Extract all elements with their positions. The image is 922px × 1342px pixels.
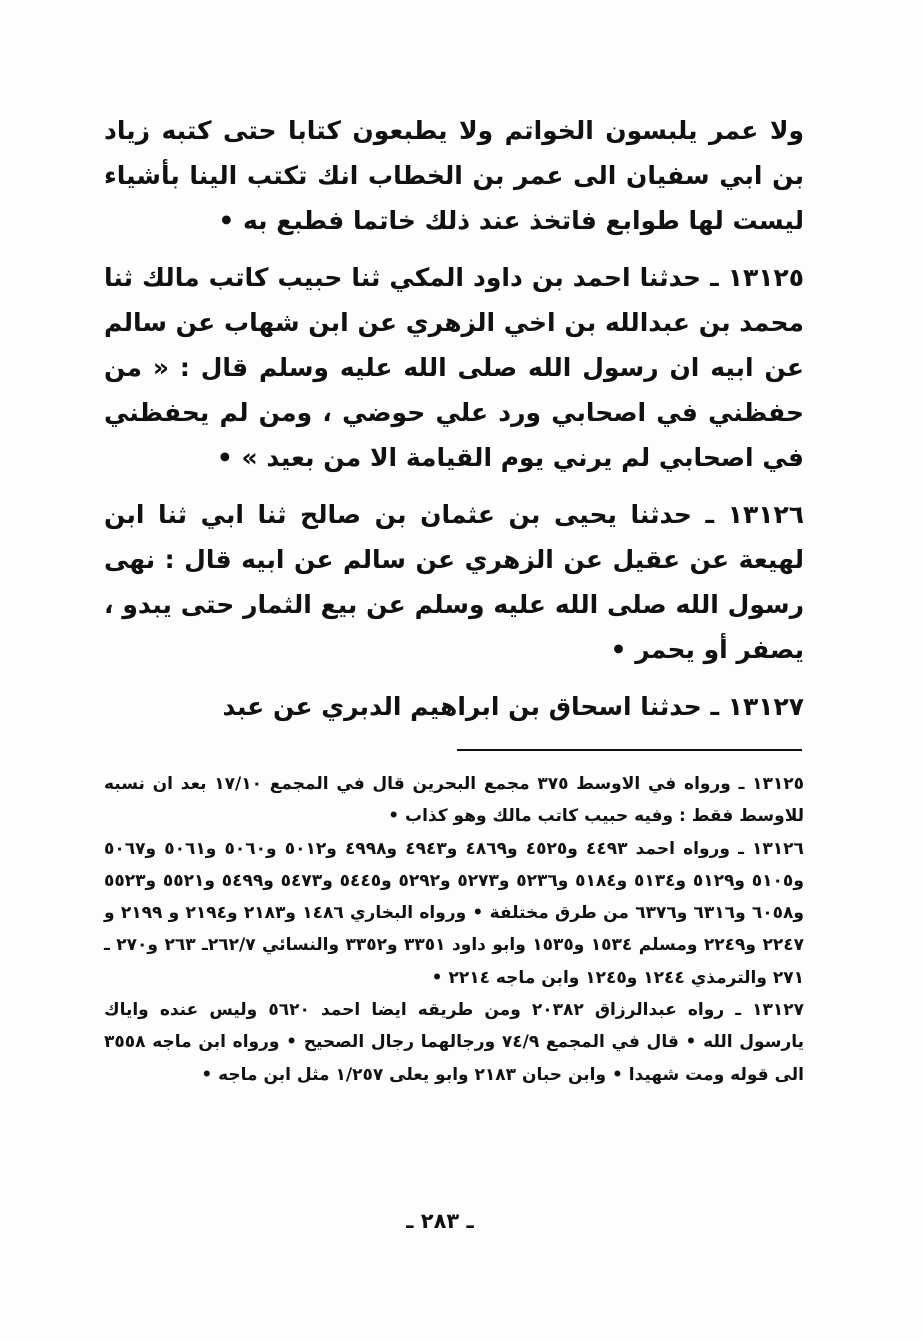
- hadith-13126: ١٣١٢٦ ـ حدثنا يحيى بن عثمان بن صالح ثنا ابي ثنا ابن لهيعة عن عقيل عن الزهري عن سالم عن ابيه قال : نهى رسول الله صلى الله عليه وسلم عن بيع الثمار حتى يبدو ، يصفر أو يحمر •: [104, 500, 804, 664]
- paragraph-continuation: ولا عمر يلبسون الخواتم ولا يطبعون كتابا حتى كتبه زياد بن ابي سفيان الى عمر بن الخطاب انك تكتب الينا بأشياء ليست لها طوابع فاتخذ عند ذلك خاتما فطبع به •: [104, 116, 804, 235]
- hadith-13125: ١٣١٢٥ ـ حدثنا احمد بن داود المكي ثنا حبيب كاتب مالك ثنا محمد بن عبدالله بن اخي الزهري عن ابن شهاب عن سالم عن ابيه ان رسول الله صلى الله عليه وسلم قال : « من حفظني في اصحابي ورد علي حوضي ، ومن لم يحفظني في اصحابي لم يرني يوم القيامة الا من بعيد » •: [104, 263, 804, 472]
- footnote-13125: ١٣١٢٥ ـ ورواه في الاوسط ٣٧٥ مجمع البحرين قال في المجمع ١٧/١٠ بعد ان نسبه للاوسط فقط : وفيه حبيب كاتب مالك وهو كذاب •: [104, 774, 805, 827]
- footnotes-section: [104, 768, 804, 1091]
- footnote-13126: ١٣١٢٦ ـ ورواه احمد ٤٤٩٣ و٤٥٢٥ و٤٨٦٩ و٤٩٤٣ و٤٩٩٨ و٥٠١٢ و٥٠٦٠ و٥٠٦١ و٥٠٦٧ و٥١٠٥ و٥١٢٩ و٥١٣٤ و٥١٨٤ و٥٢٣٦ و٥٢٧٣ و٥٢٩٢ و٥٤٤٥ و٥٤٧٣ و٥٤٩٩ و٥٥٢١ و٥٥٢٣ و٦٠٥٨ و٦٣١٦ و٦٣٧٦ من طرق مختلفة • ورواه البخاري ١٤٨٦ و٢١٨٣ و٢١٩٤ و ٢١٩٩ و ٢٢٤٧ و٢٢٤٩ ومسلم ١٥٣٤ و١٥٣٥ وابو داود ٣٣٥١ و٣٣٥٢ والنسائي ٢٦٢/٧ـ ٢٦٣ و٢٧٠ ـ ٢٧١ والترمذي ١٢٤٤ و١٢٤٥ وابن ماجه ٢٢١٤ •: [104, 838, 804, 988]
- hadith-13127: ١٣١٢٧ ـ حدثنا اسحاق بن ابراهيم الدبري عن عبد: [222, 692, 804, 721]
- footnote-separator-line: [457, 749, 802, 751]
- page-number: ـ ٢٨٣ ـ: [406, 1209, 474, 1233]
- footnote-13127: ١٣١٢٧ ـ رواه عبدالرزاق ٢٠٣٨٢ ومن طريقه ايضا احمد ٥٦٢٠ وليس عنده واياك يارسول الله • قال في المجمع ٧٤/٩ ورجالهما رجال الصحيح • ورواه ابن ماجه ٣٥٥٨ الى قوله ومت شهيدا • وابن حبان ٢١٨٣ وابو يعلى ١/٢٥٧ مثل ابن ماجه •: [104, 1000, 804, 1085]
- main-text-body: [104, 108, 804, 741]
